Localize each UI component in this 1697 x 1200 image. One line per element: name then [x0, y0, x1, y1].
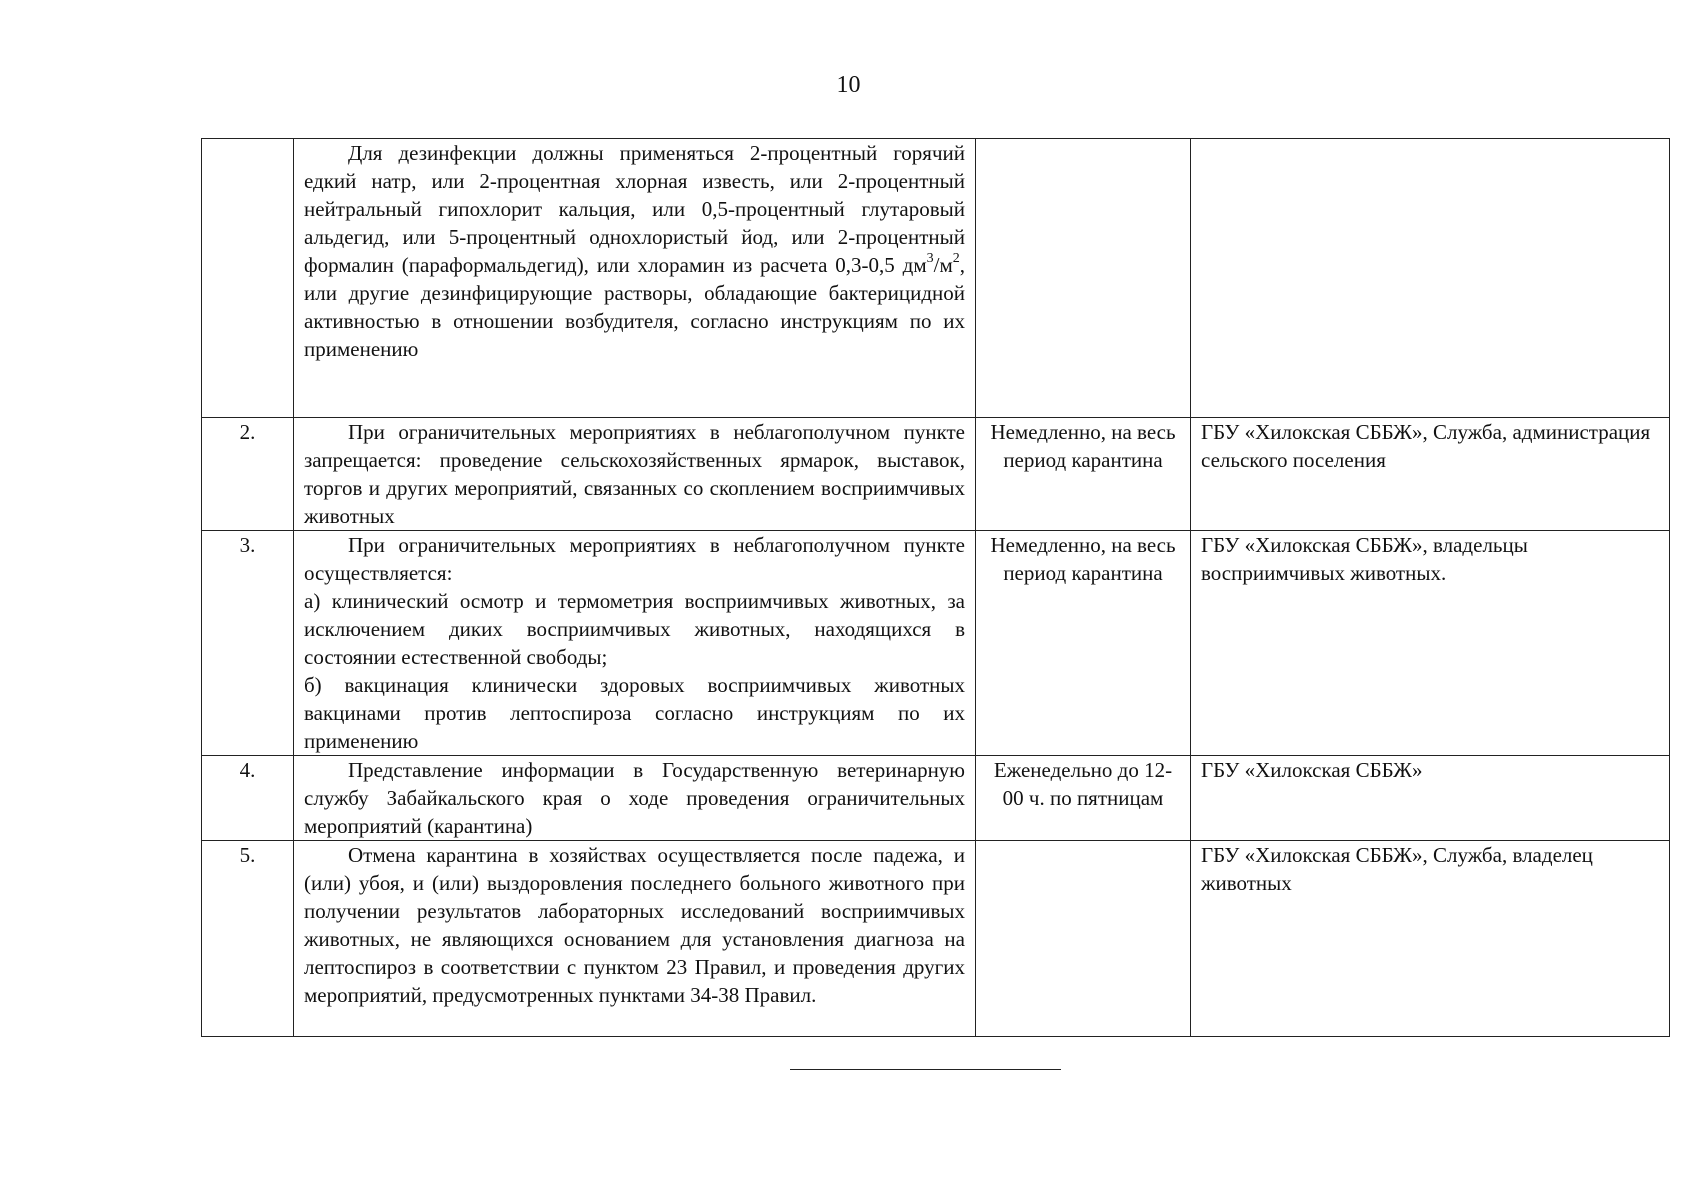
- term-cell: Немедленно, на весь период карантина: [976, 418, 1191, 531]
- measure-paragraph: б) вакцинация клинически здоровых восприимчивых животных вакцинами против лептоспироза согласно инструкциям по их применению: [304, 673, 965, 753]
- measure-paragraph: Представление информации в Государственную ветеринарную службу Забайкальского края о ходе проведения ограничительных мероприятий (карантина): [304, 758, 965, 838]
- measure-text: [294, 139, 976, 418]
- row-number: 3.: [202, 531, 294, 756]
- row-number: 4.: [202, 756, 294, 841]
- responsible-cell: [1191, 139, 1670, 418]
- responsible-cell: ГБУ «Хилокская СББЖ», Служба, администрация сельского поселения: [1191, 418, 1670, 531]
- measures-table: [201, 138, 1670, 1037]
- measure-paragraph: Отмена карантина в хозяйствах осуществляется после падежа, и (или) убоя, и (или) выздоровления последнего больного животного при получении результатов лабораторных исследований восприимчивых животных, не являющихся основанием для установления диагноза на лептоспироз в соответствии с пунктом 23 Правил, и проведения других мероприятий, предусмотренных пунктами 34-38 Правил.: [304, 843, 965, 1007]
- row-number: 5.: [202, 841, 294, 1037]
- term-cell: [976, 139, 1191, 418]
- measure-paragraph: При ограничительных мероприятиях в неблагополучном пункте осуществляется:: [304, 533, 965, 585]
- superscript: 2: [952, 251, 960, 266]
- term-cell: [976, 841, 1191, 1037]
- table-row: [202, 756, 1670, 841]
- text-part: Для дезинфекции должны применяться 2-процентный горячий едкий натр, или 2-процентная хлорная известь, или 2-процентный нейтральный гипохлорит кальция, или 0,5-процентный глутаровый альдегид, или 5-процентный однохлористый йод, или 2-процентный формалин (параформальдегид), или хлорамин из расчета 0,3-0,5 дм: [304, 141, 965, 277]
- term-cell: Еженедельно до 12-00 ч. по пятницам: [976, 756, 1191, 841]
- responsible-cell: ГБУ «Хилокская СББЖ»: [1191, 756, 1670, 841]
- row-number: [202, 139, 294, 418]
- measure-text: [294, 841, 976, 1037]
- table-row: [202, 139, 1670, 418]
- row-number: 2.: [202, 418, 294, 531]
- term-cell: Немедленно, на весь период карантина: [976, 531, 1191, 756]
- measure-paragraph: а) клинический осмотр и термометрия восприимчивых животных, за исключением диких восприимчивых животных, находящихся в состоянии естественной свободы;: [304, 589, 965, 669]
- table-row: [202, 841, 1670, 1037]
- measure-text: [294, 418, 976, 531]
- measure-text: [294, 756, 976, 841]
- page-number: 10: [836, 72, 861, 98]
- text-part: , или другие дезинфицирующие растворы, обладающие бактерицидной активностью в отношении возбудителя, согласно инструкциям по их применению: [304, 253, 965, 361]
- table-row: [202, 418, 1670, 531]
- end-of-document-line: [790, 1069, 1061, 1070]
- measure-paragraph: [304, 139, 965, 363]
- measure-paragraph: При ограничительных мероприятиях в неблагополучном пункте запрещается: проведение сельскохозяйственных ярмарок, выставок, торгов и других мероприятий, связанных со скоплением восприимчивых животных: [304, 420, 965, 528]
- text-part: /м: [933, 253, 953, 277]
- superscript: 3: [926, 251, 934, 266]
- responsible-cell: ГБУ «Хилокская СББЖ», владельцы восприимчивых животных.: [1191, 531, 1670, 756]
- measure-text: [294, 531, 976, 756]
- responsible-cell: ГБУ «Хилокская СББЖ», Служба, владелец животных: [1191, 841, 1670, 1037]
- table-row: [202, 531, 1670, 756]
